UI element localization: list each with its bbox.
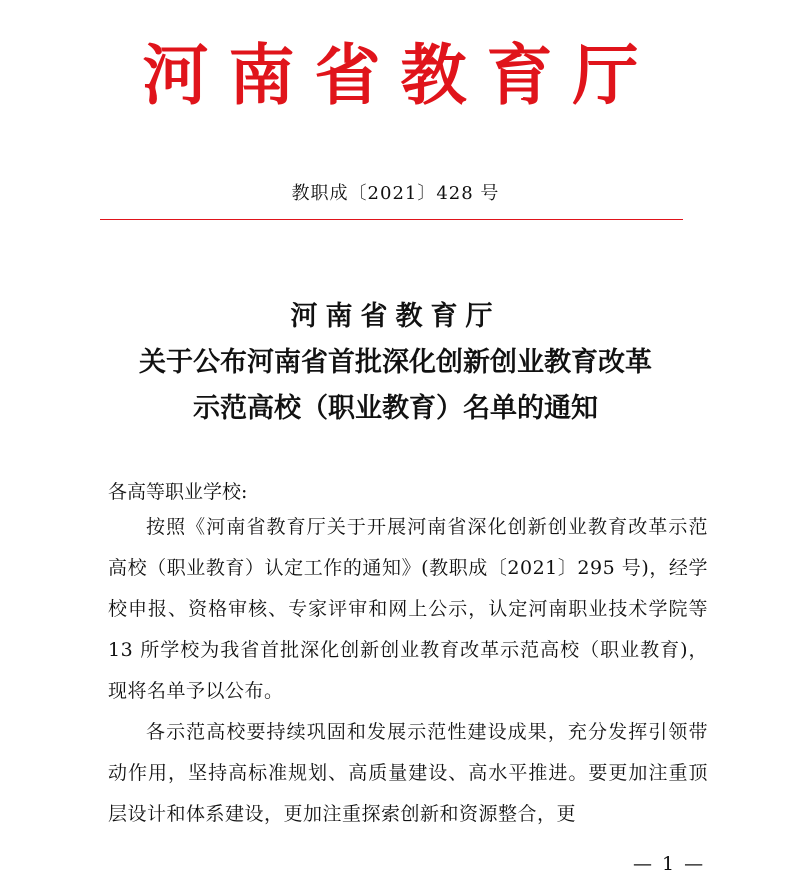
title-line-subject-cont: 示范高校（职业教育）名单的通知 <box>193 393 598 424</box>
body-paragraph: 按照《河南省教育厅关于开展河南省深化创新创业教育改革示范高校（职业教育）认定工作的通知》(教职成〔2021〕295 号)，经学校申报、资格审核、专家评审和网上公示，认定河南职业技术学院等 13 所学校为我省首批深化创新创业教育改革示范高校（职业教育)，现将名单予以公布。 <box>108 516 708 702</box>
salutation: 各高等职业学校: <box>108 481 248 503</box>
page-number: — 1 — <box>633 853 706 875</box>
masthead-title: 河南省教育厅 <box>142 36 659 114</box>
document-title <box>0 294 791 432</box>
title-line-issuer: 河南省教育厅 <box>290 301 501 332</box>
red-divider-line <box>100 219 683 220</box>
title-line-subject: 关于公布河南省首批深化创新创业教育改革 <box>139 347 652 378</box>
document-number: 教职成〔2021〕428 号 <box>291 183 500 204</box>
body-paragraph: 各示范高校要持续巩固和发展示范性建设成果，充分发挥引领带动作用，坚持高标准规划、高质量建设、高水平推进。要更加注重顶层设计和体系建设，更加注重探索创新和资源整合，更 <box>108 721 708 825</box>
